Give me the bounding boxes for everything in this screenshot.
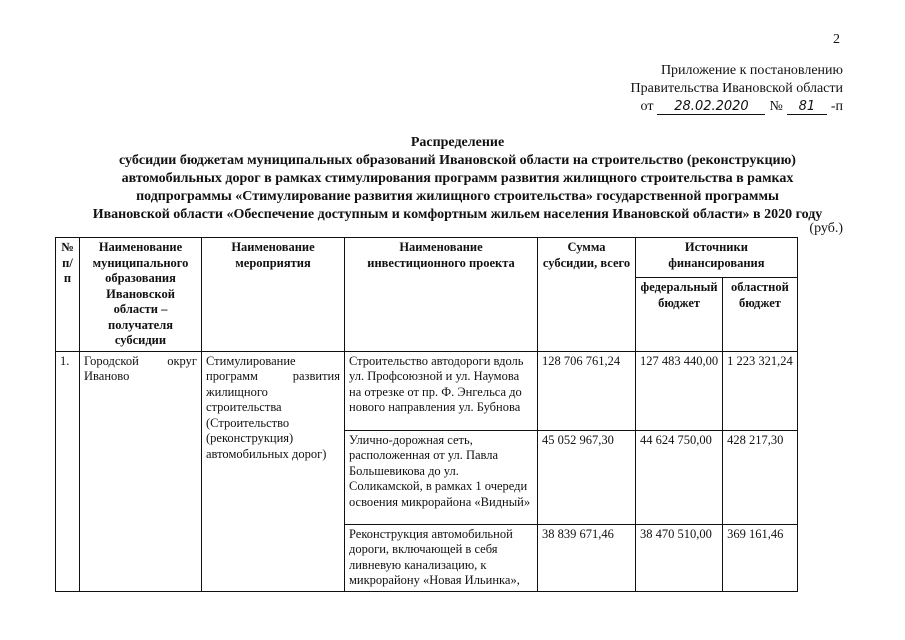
row-activity: Стимулирование программ развития жилищного строительства (Строительство (реконструкция) автомобильных дорог) xyxy=(202,351,345,591)
handwritten-number: 81 xyxy=(787,99,827,115)
header-project: Наименование инвестиционного проекта xyxy=(345,238,538,352)
header-num: № п/п xyxy=(56,238,80,352)
date-prefix: от xyxy=(640,99,654,114)
project-regional: 428 217,30 xyxy=(723,430,798,524)
number-sign: № xyxy=(769,99,783,114)
header-regional: областной бюджет xyxy=(723,278,798,351)
appendix-line-2: Правительства Ивановской области xyxy=(630,81,843,96)
project-federal: 44 624 750,00 xyxy=(636,430,723,524)
title-line-4: подпрограммы «Стимулирование развития жилищного строительства» государственной программы xyxy=(136,189,779,204)
title-line-5: Ивановской области «Обеспечение доступным и комфортным жильем населения Ивановской области» в 2020 году xyxy=(92,207,823,222)
number-suffix: -п xyxy=(830,99,843,114)
header-federal: федеральный бюджет xyxy=(636,278,723,351)
project-sum: 38 839 671,46 xyxy=(538,524,636,591)
project-regional: 1 223 321,24 xyxy=(723,351,798,430)
currency-unit: (руб.) xyxy=(809,221,843,236)
document-title xyxy=(40,134,875,224)
title-line-2: субсидии бюджетам муниципальных образований Ивановской области на строительство (реконструкцию) xyxy=(119,153,796,168)
row-municipality: Городской округ Иваново xyxy=(80,351,202,591)
project-regional: 369 161,46 xyxy=(723,524,798,591)
title-line-1: Распределение xyxy=(410,135,505,150)
appendix-block xyxy=(583,62,843,116)
project-federal: 127 483 440,00 xyxy=(636,351,723,430)
subsidy-table xyxy=(55,237,798,592)
header-municipality: Наименование муниципального образования Ивановской области – получателя субсидии xyxy=(80,238,202,352)
project-sum: 45 052 967,30 xyxy=(538,430,636,524)
appendix-line-1: Приложение к постановлению xyxy=(660,63,843,78)
project-sum: 128 706 761,24 xyxy=(538,351,636,430)
project-name: Строительство автодороги вдоль ул. Профсоюзной и ул. Наумова на отрезке от пр. Ф. Энгельса до нового направления ул. Бубнова xyxy=(345,351,538,430)
row-num: 1. xyxy=(56,351,80,591)
appendix-date-line xyxy=(583,98,843,116)
project-federal: 38 470 510,00 xyxy=(636,524,723,591)
header-sum: Сумма субсидии, всего xyxy=(538,238,636,352)
header-sources: Источники финансирования xyxy=(636,238,798,278)
table-header-row xyxy=(56,238,798,278)
project-name: Реконструкция автомобильной дороги, включающей в себя ливневую канализацию, к микрорайону «Новая Ильинка», xyxy=(345,524,538,591)
table-row xyxy=(56,351,798,430)
title-line-3: автомобильных дорог в рамках стимулирования программ развития жилищного строительства в рамках xyxy=(121,171,794,186)
header-activity: Наименование мероприятия xyxy=(202,238,345,352)
page-number: 2 xyxy=(833,32,840,47)
handwritten-date: 28.02.2020 xyxy=(657,99,765,115)
project-name: Улично-дорожная сеть, расположенная от ул. Павла Большевикова до ул. Соликамской, в рамках 1 очереди освоения микрорайона «Видный» xyxy=(345,430,538,524)
